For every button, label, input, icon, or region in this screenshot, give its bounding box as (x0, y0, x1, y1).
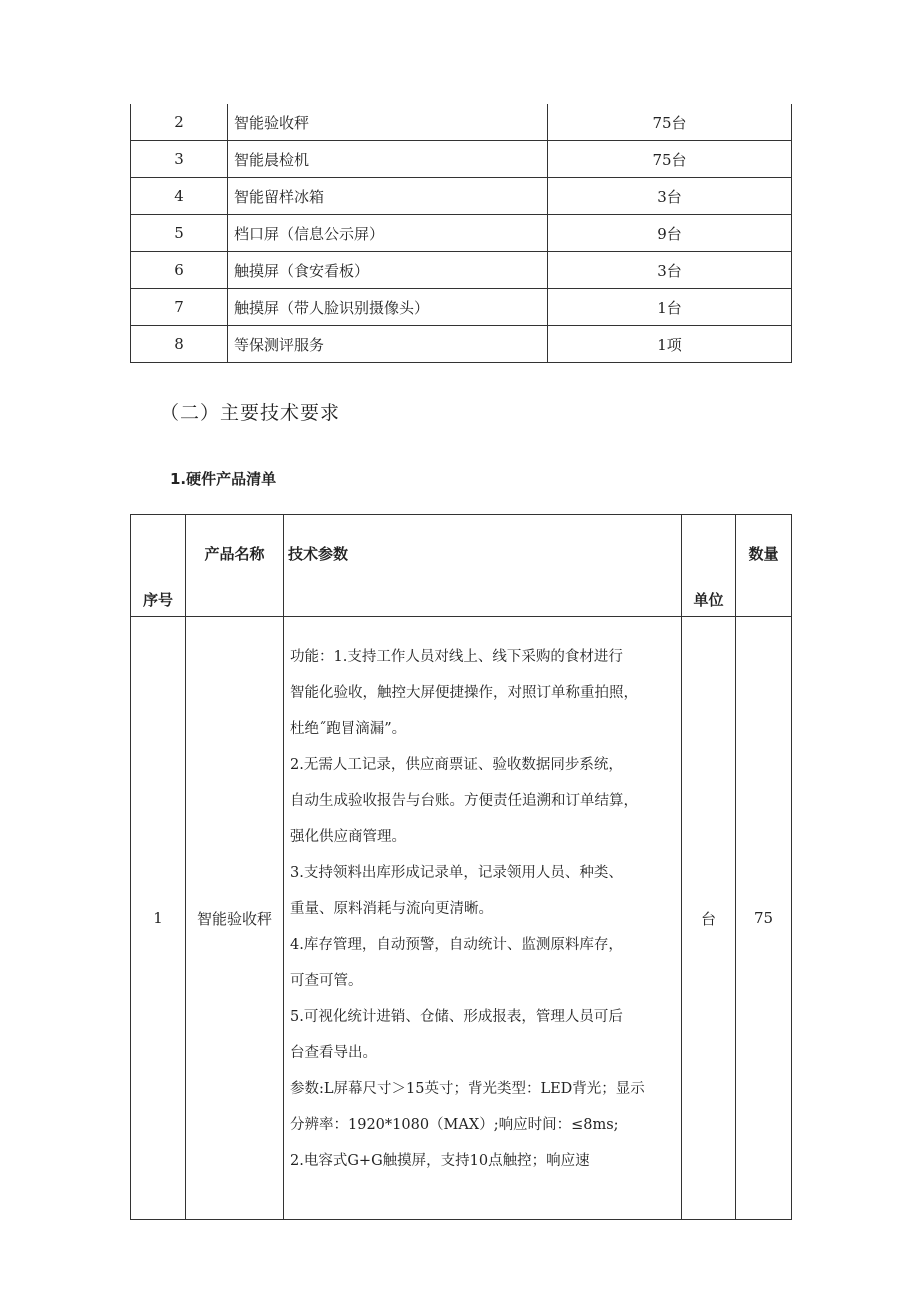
product-name: 触摸屏（食安看板） (228, 252, 548, 289)
spec-line: 功能：1.支持工作人员对线上、线下采购的食材进行 (290, 649, 623, 665)
spec-line: 2.无需人工记录，供应商票证、验收数据同步系统， (290, 757, 623, 773)
product-quantity: 75台 (548, 104, 792, 141)
table-row (131, 104, 792, 141)
product-name: 智能留样冰箱 (228, 178, 548, 215)
spec-line: 智能化验收，触控大屏便捷操作，对照订单称重拍照， (290, 685, 638, 701)
spec-line: 杜绝˝跑冒滴漏”。 (290, 721, 407, 737)
spec-line: 2.电容式G+G触摸屏，支持10点触控；响应速 (290, 1153, 590, 1169)
row-seq: 1 (131, 617, 186, 1220)
table-row (131, 617, 792, 1220)
product-name: 等保测评服务 (228, 326, 548, 363)
summary-table (130, 104, 792, 363)
spec-line: 自动生成验收报告与台账。方便责任追溯和订单结算， (290, 793, 638, 809)
product-quantity: 1台 (548, 289, 792, 326)
row-number: 3 (131, 141, 228, 178)
header-seq: 序号 (131, 515, 186, 617)
product-name: 触摸屏（带人脸识别摄像头） (228, 289, 548, 326)
product-quantity: 1项 (548, 326, 792, 363)
spec-line: 参数:L屏幕尺寸＞15英寸；背光类型：LED背光；显示 (290, 1081, 645, 1097)
row-number: 7 (131, 289, 228, 326)
spec-line: 可查可管。 (290, 973, 363, 989)
row-qty: 75 (736, 617, 792, 1220)
spec-line: 3.支持领料出库形成记录单，记录领用人员、种类、 (290, 865, 623, 881)
table-header-row (131, 515, 792, 617)
product-quantity: 75台 (548, 141, 792, 178)
product-name: 智能验收秤 (228, 104, 548, 141)
spec-line: 4.库存管理，自动预警，自动统计、监测原料库存， (290, 937, 623, 953)
product-name: 智能晨检机 (228, 141, 548, 178)
product-name: 档口屏（信息公示屏） (228, 215, 548, 252)
row-unit: 台 (682, 617, 736, 1220)
section-heading: （二）主要技术要求 (160, 402, 341, 424)
row-number: 6 (131, 252, 228, 289)
header-unit: 单位 (682, 515, 736, 617)
product-quantity: 3台 (548, 252, 792, 289)
row-number: 8 (131, 326, 228, 363)
row-number: 4 (131, 178, 228, 215)
row-spec (284, 617, 682, 1220)
spec-line: 5.可视化统计进销、仓储、形成报表，管理人员可后 (290, 1009, 623, 1025)
header-qty: 数量 (736, 515, 792, 617)
table-row (131, 326, 792, 363)
spec-line: 强化供应商管理。 (290, 829, 406, 845)
header-name: 产品名称 (186, 515, 284, 617)
hardware-table (130, 514, 792, 1220)
product-quantity: 3台 (548, 178, 792, 215)
table-row (131, 215, 792, 252)
spec-line: 重量、原料消耗与流向更清晰。 (290, 901, 493, 917)
table-row (131, 141, 792, 178)
row-number: 5 (131, 215, 228, 252)
product-quantity: 9台 (548, 215, 792, 252)
sub-heading: 1.硬件产品清单 (170, 470, 277, 488)
spec-line: 台查看导出。 (290, 1045, 377, 1061)
row-product-name: 智能验收秤 (186, 617, 284, 1220)
header-spec: 技术参数 (284, 515, 682, 617)
table-row (131, 289, 792, 326)
table-row (131, 252, 792, 289)
row-number: 2 (131, 104, 228, 141)
spec-line: 分辨率：1920*1080（MAX）;响应时间：≤8ms; (290, 1117, 619, 1133)
table-row (131, 178, 792, 215)
